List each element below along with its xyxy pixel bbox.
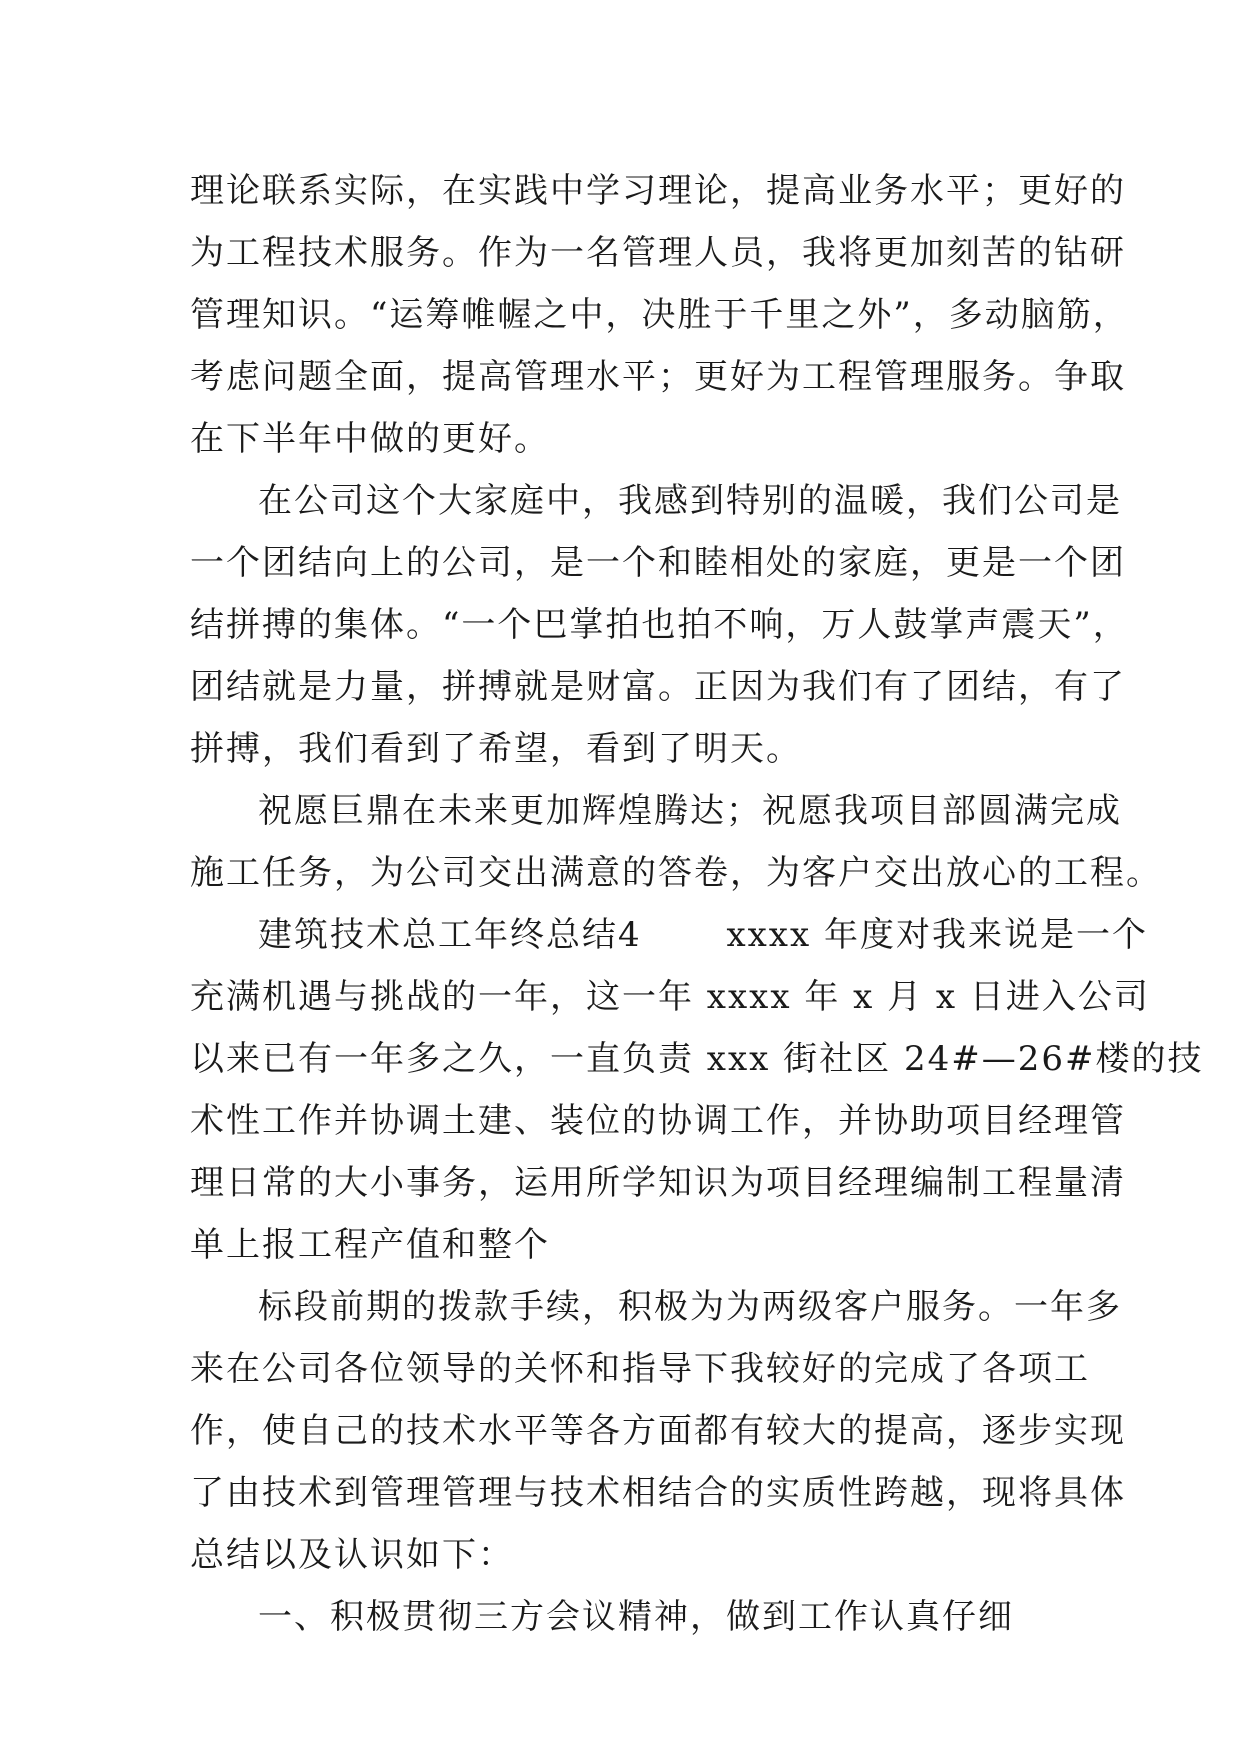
text-line: 来在公司各位领导的关怀和指导下我较好的完成了各项工 xyxy=(190,1349,1090,1389)
text-line: 施工任务，为公司交出满意的答卷，为客户交出放心的工程。 xyxy=(190,853,1162,893)
text-line: 作，使自己的技术水平等各方面都有较大的提高，逐步实现 xyxy=(190,1411,1126,1451)
text-line: 单上报工程产值和整个 xyxy=(190,1225,550,1265)
text-line: 祝愿巨鼎在未来更加辉煌腾达；祝愿我项目部圆满完成 xyxy=(258,791,1122,831)
text-line: 在公司这个大家庭中，我感到特别的温暖，我们公司是 xyxy=(258,481,1122,521)
document-body xyxy=(190,160,1204,1648)
text-line: 拼搏，我们看到了希望，看到了明天。 xyxy=(190,729,802,769)
text-line: 充满机遇与挑战的一年，这一年 xxxx 年 x 月 x 日进入公司 xyxy=(190,977,1150,1017)
text-line: 结拼搏的集体。“一个巴掌拍也拍不响，万人鼓掌声震天”， xyxy=(190,605,1129,645)
text-line: 一个团结向上的公司，是一个和睦相处的家庭，更是一个团 xyxy=(190,543,1126,583)
text-line: 总结以及认识如下： xyxy=(190,1535,514,1575)
text-line: 了由技术到管理管理与技术相结合的实质性跨越，现将具体 xyxy=(190,1473,1126,1513)
text-line: 在下半年中做的更好。 xyxy=(190,419,550,459)
text-line: 理日常的大小事务，运用所学知识为项目经理编制工程量清 xyxy=(190,1163,1126,1203)
text-line: 标段前期的拨款手续，积极为为两级客户服务。一年多 xyxy=(258,1287,1122,1327)
text-line: 一、积极贯彻三方会议精神，做到工作认真仔细 xyxy=(258,1597,1014,1637)
text-line: 团结就是力量，拼搏就是财富。正因为我们有了团结，有了 xyxy=(190,667,1126,707)
text-line: 理论联系实际，在实践中学习理论，提高业务水平；更好的 xyxy=(190,171,1126,211)
text-line: 建筑技术总工年终总结4 xxxx 年度对我来说是一个 xyxy=(258,915,1148,955)
text-line: 为工程技术服务。作为一名管理人员，我将更加刻苦的钻研 xyxy=(190,233,1126,273)
text-line: 术性工作并协调土建、装位的协调工作，并协助项目经理管 xyxy=(190,1101,1126,1141)
text-line: 管理知识。“运筹帷幄之中，决胜于千里之外”，多动脑筋， xyxy=(190,295,1129,335)
text-line: 以来已有一年多之久，一直负责 xxx 街社区 24#—26#楼的技 xyxy=(190,1039,1204,1079)
text-line: 考虑问题全面，提高管理水平；更好为工程管理服务。争取 xyxy=(190,357,1126,397)
